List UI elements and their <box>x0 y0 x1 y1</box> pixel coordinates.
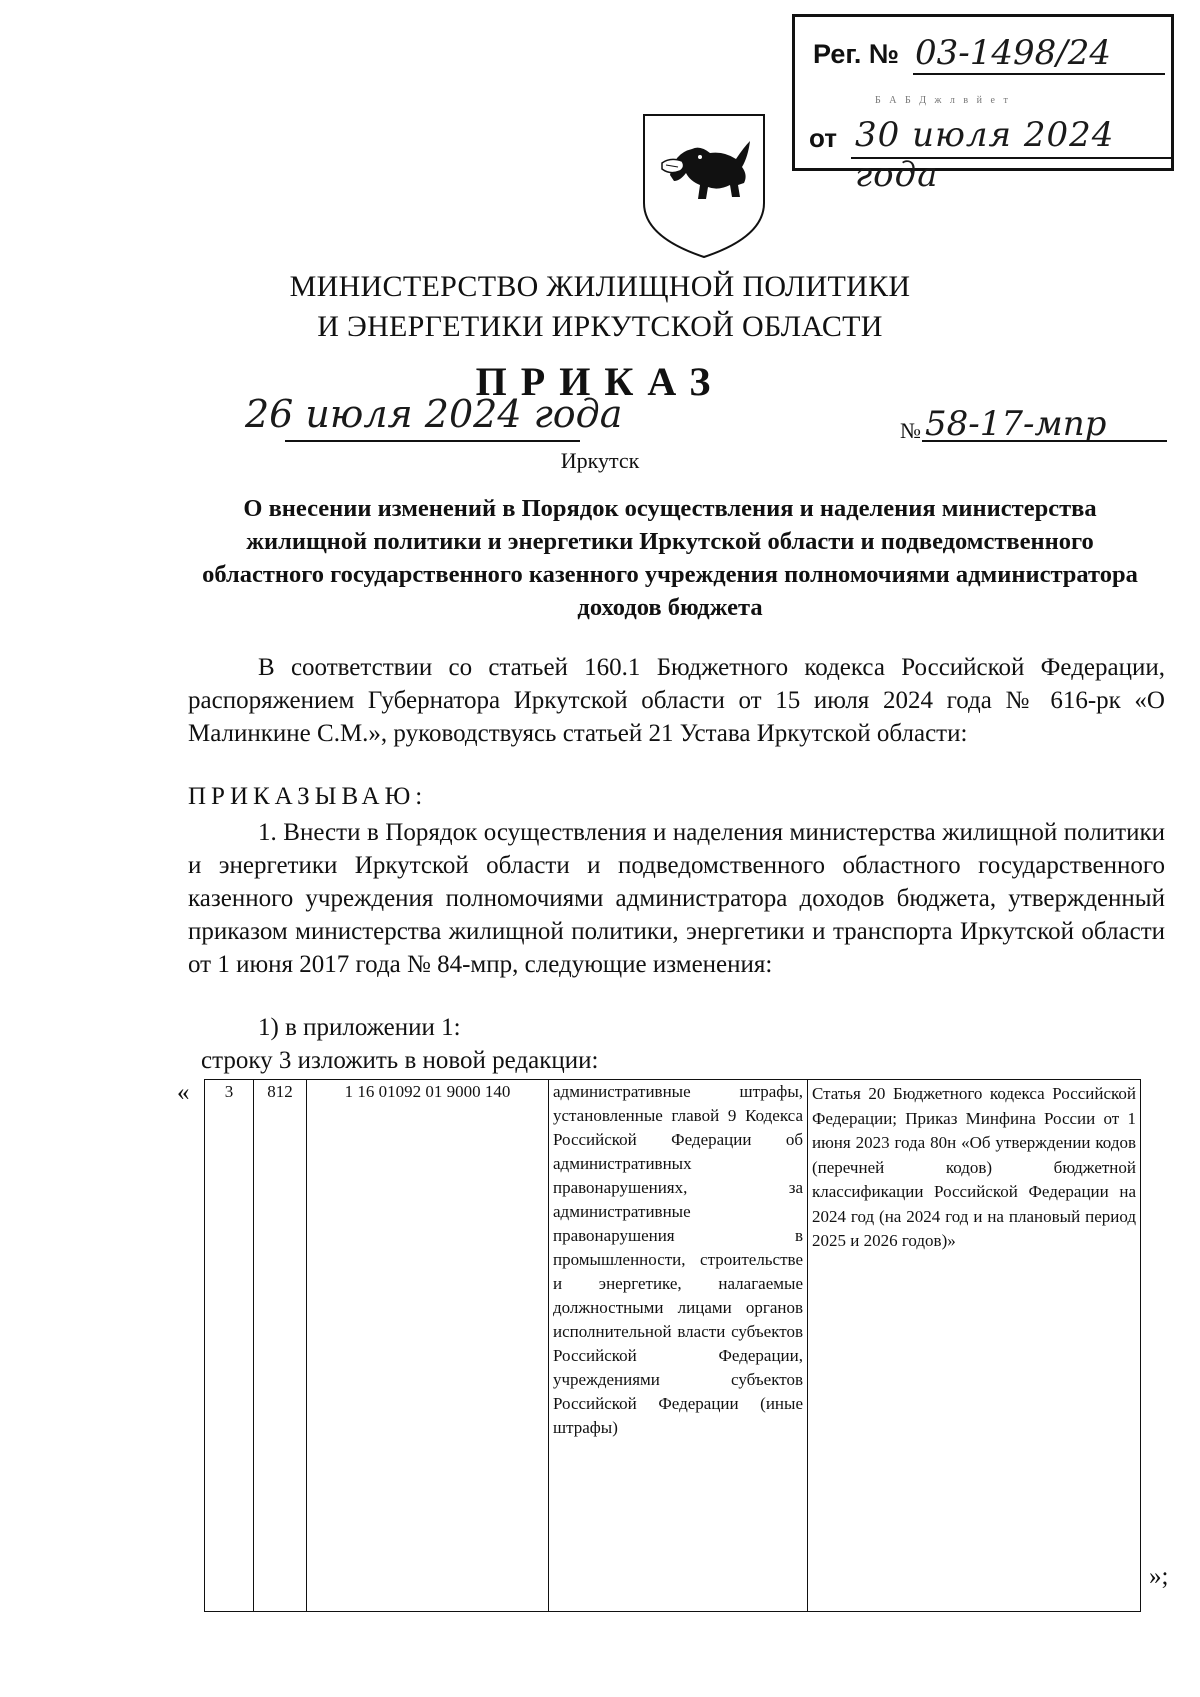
table-row <box>205 1080 1141 1612</box>
reg-scribble: Б А Б Д ж л в й е т <box>875 95 1011 106</box>
registration-stamp <box>792 14 1174 195</box>
order-title: О внесении изменений в Порядок осуществления и наделения министерства жилищной политики и энергетики Иркутской области и подведомственного областного государственного казенного учреждения полномочиями администратора доходов бюджета <box>202 495 1138 621</box>
reg-number-label: Рег. № <box>813 39 899 69</box>
document-type: ПРИКАЗ <box>475 359 725 404</box>
order-date-underline <box>285 440 580 442</box>
subpoint-1: 1) в приложении 1: <box>258 1014 461 1041</box>
reg-number-underline <box>913 73 1165 75</box>
amendment-table <box>204 1079 1141 1612</box>
cell-revenue-name: административные штрафы, установленные главой 9 Кодекса Российской Федерации об административных правонарушениях, за административные правонарушения в промышленности, строительстве и энергетике, налагаемые должностными лицами органов исполнительной власти субъектов Российской Федерации, учреждениями субъектов Российской Федерации (иные штрафы) <box>549 1080 808 1612</box>
reg-date-handwritten: 30 июля 2024 года <box>855 115 1115 195</box>
cell-row-number: 3 <box>205 1080 254 1612</box>
order-number-label: № <box>900 418 921 443</box>
reg-date-label: от <box>809 123 837 153</box>
cell-legal-basis: Статья 20 Бюджетного кодекса Российской Федерации; Приказ Минфина России от 1 июня 2023 года 80н «Об утверждении кодов (перечней кодов) бюджетной классификации Российской Федерации на 2024 год (на 2024 год и на плановый период 2025 и 2026 годов)» <box>808 1080 1141 1612</box>
ministry-name-line1: МИНИСТЕРСТВО ЖИЛИЩНОЙ ПОЛИТИКИ <box>289 270 911 303</box>
reg-number-handwritten: 03-1498/24 <box>915 33 1111 73</box>
cell-kbk-code: 1 16 01092 01 9000 140 <box>307 1080 549 1612</box>
city-name: Иркутск <box>560 448 640 473</box>
subpoint-1-text: строку 3 изложить в новой редакции: <box>201 1047 599 1074</box>
order-date-handwritten: 26 июля 2024 года <box>245 392 623 436</box>
intro-paragraph: В соответствии со статьей 160.1 Бюджетного кодекса Российской Федерации, распоряжением Губернатора Иркутской области от 15 июля 2024 года № 616-рк «О Малинкине С.М.», руководствуясь статьей 21 Устава Иркутской области: <box>188 654 1165 747</box>
ministry-name-line2: И ЭНЕРГЕТИКИ ИРКУТСКОЙ ОБЛАСТИ <box>317 310 883 343</box>
coat-of-arms-icon <box>640 111 768 261</box>
cell-admin-code: 812 <box>254 1080 307 1612</box>
order-number-underline <box>922 440 1167 442</box>
decree-word: ПРИКАЗЫВАЮ: <box>188 783 428 810</box>
point-1-paragraph: 1. Внести в Порядок осуществления и наделения министерства жилищной политики и энергетики Иркутской области и подведомственного областного государственного казенного учреждения полномочиями администратора доходов бюджета, утвержденный приказом министерства жилищной политики, энергетики и транспорта Иркутской области от 1 июня 2017 года № 84-мпр, следующие изменения: <box>188 819 1165 978</box>
table-close-quote: »; <box>1149 1563 1169 1590</box>
order-number-handwritten: 58-17-мпр <box>925 404 1107 444</box>
reg-date-underline <box>851 157 1171 159</box>
table-open-quote: « <box>177 1079 190 1106</box>
